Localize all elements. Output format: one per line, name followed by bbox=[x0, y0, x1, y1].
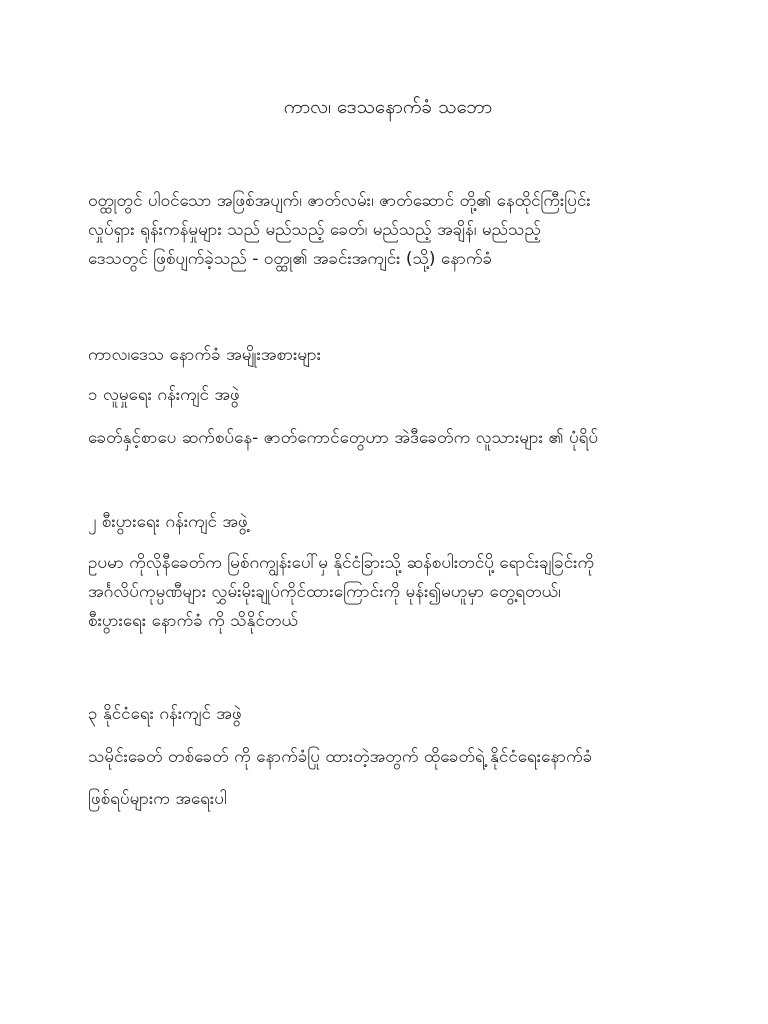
section2-line: ဥပမာ ကိုလိုနီခေတ်က မြစ်ဂကျွန်းပေါ်မှ နိုင်ငံခြားသို့ ဆန်စပါးတင်ပို့ ရောင်းချခြင်းကို bbox=[88, 553, 595, 573]
section3-heading: ၃ နိုင်ငံရေး ဂန်းကျင် အဖွဲ bbox=[88, 704, 242, 724]
page-title: ကာလ၊ ဒေသနောက်ခံ သဘော bbox=[283, 96, 493, 118]
intro-paragraph bbox=[88, 187, 688, 274]
section3-body-continued: ဖြစ်ရပ်များက အရေးပါ bbox=[88, 789, 227, 809]
section2-paragraph bbox=[88, 549, 688, 636]
section1-heading: ၁ လူမှုရေး ဂန်းကျင် အဖွဲ bbox=[88, 385, 240, 405]
intro-line: ဝတ္ထုတွင် ပါဝင်သော အဖြစ်အပျက်၊ ဇာတ်လမ်း၊ ဇာတ်ဆောင် တို့၏ နေထိုင်ကြီးပြင်း bbox=[88, 191, 591, 211]
section2-heading: ၂ စီးပွားရေး ဂန်းကျင် အဖွဲ့ bbox=[88, 512, 248, 532]
intro-line: လှုပ်ရှား ရုန်းကန်မှုများ သည် မည်သည့် ခေတ်၊ မည်သည့် အချိန်၊ မည်သည့် bbox=[88, 220, 541, 240]
section2-line: အင်္ဂလိပ်ကုမ္ပဏီများ လွှမ်းမိုးချုပ်ကိုင်ထားကြောင်းကို မုန်း၍မဟူမှာ တွေ့ရတယ်၊ bbox=[88, 582, 561, 602]
intro-line: ဒေသတွင် ဖြစ်ပျက်ခဲ့သည် - ဝတ္ထု၏ အခင်းအကျင်း (သို့) နောက်ခံ bbox=[88, 249, 493, 269]
section3-body: သမိုင်းခေတ် တစ်ခေတ် ကို နောက်ခံပြု ထားတဲ့အတွက် ထိုခေတ်ရဲ့ နိုင်ငံရေးနောက်ခံ bbox=[88, 747, 593, 767]
section2-line: စီးပွားရေး နောက်ခံ ကို သိနိုင်တယ် bbox=[88, 611, 298, 631]
types-heading: ကာလ၊ဒေသ နောက်ခံ အမျိုးအစားများ bbox=[88, 345, 322, 365]
section1-body: ခေတ်နှင့်စာပေ ဆက်စပ်နေ- ဇာတ်ကောင်တွေဟာ အဲဒီခေတ်က လူသားများ ၏ ပုံရိပ် bbox=[88, 428, 599, 448]
